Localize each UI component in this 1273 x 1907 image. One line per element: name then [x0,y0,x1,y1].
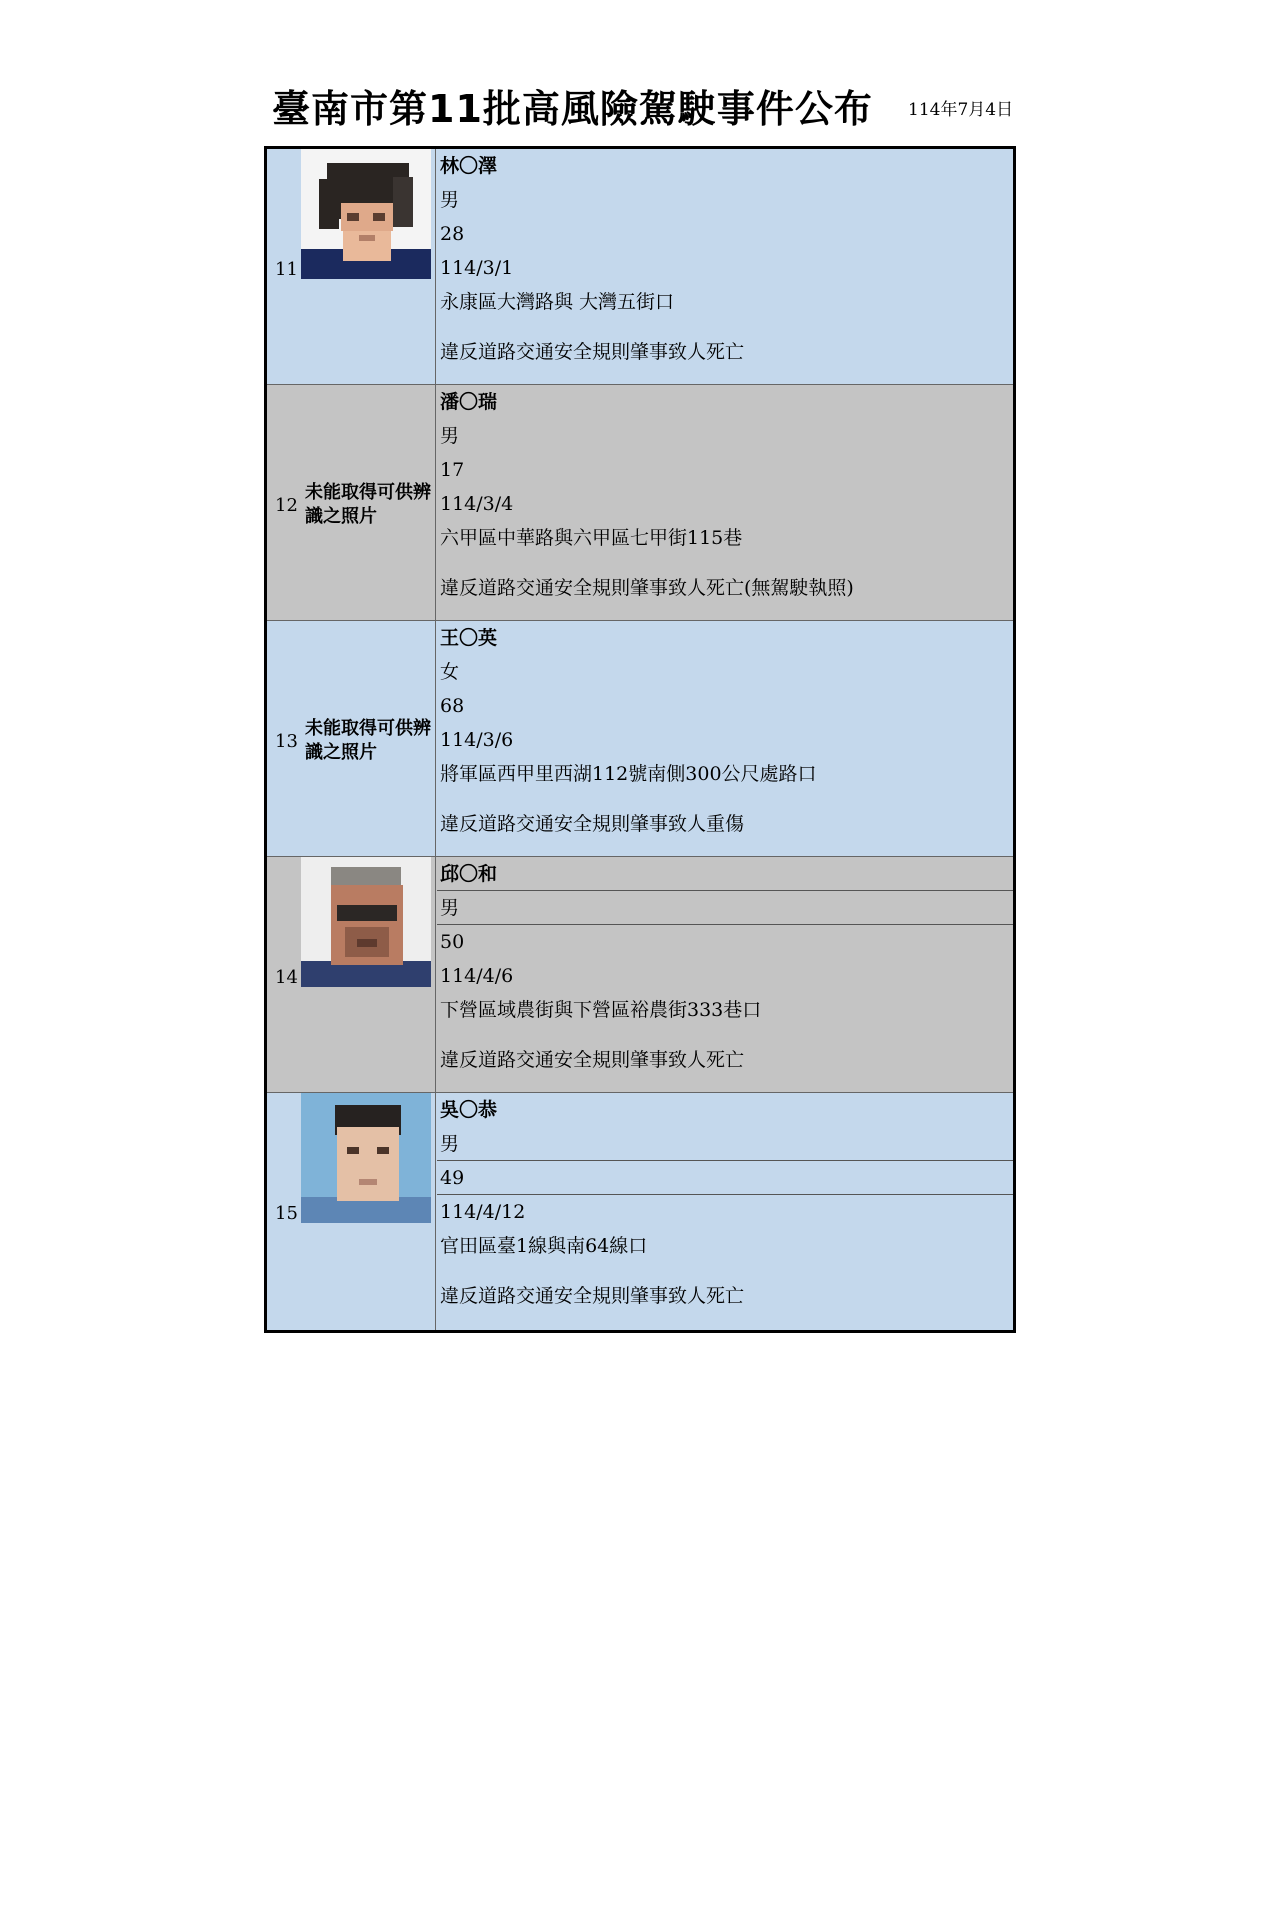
document-title: 臺南市第11批高風險駕駛事件公布 [272,87,873,131]
record-number: 12 [275,495,298,516]
incident-date: 114/4/6 [440,965,514,987]
person-name: 潘〇瑞 [440,391,498,413]
incident-location: 官田區臺1線與南64線口 [440,1235,648,1257]
publish-date: 114年7月4日 [908,100,1014,120]
record-row [267,149,1013,385]
person-photo [301,857,431,987]
record-row [267,1093,1013,1330]
person-gender: 男 [440,897,460,919]
offense: 違反道路交通安全規則肇事致人死亡 [440,1049,745,1071]
record-row [267,385,1013,621]
person-age: 17 [440,459,465,481]
incident-date: 114/3/1 [440,257,514,279]
person-name: 邱〇和 [440,863,498,885]
person-age: 28 [440,223,465,245]
incident-location: 將軍區西甲里西湖112號南側300公尺處路口 [440,763,817,785]
record-number: 14 [275,967,298,988]
photo-cell [267,857,436,1092]
photo-cell [267,385,436,620]
incident-date: 114/3/4 [440,493,514,515]
incident-date: 114/4/12 [440,1201,526,1223]
offense: 違反道路交通安全規則肇事致人死亡(無駕駛執照) [440,577,854,599]
person-photo [301,149,431,279]
photo-cell [267,149,436,384]
record-number: 13 [275,731,298,752]
offense: 違反道路交通安全規則肇事致人死亡 [440,1285,745,1307]
person-age: 68 [440,695,465,717]
record-number: 15 [275,1203,298,1224]
no-photo-notice: 未能取得可供辨識之照片 [305,482,431,527]
incident-location: 永康區大灣路與 大灣五街口 [440,291,675,313]
person-gender: 男 [440,425,460,447]
person-age: 49 [440,1167,465,1189]
records-table [264,146,1016,1333]
incident-date: 114/3/6 [440,729,514,751]
photo-cell [267,1093,436,1330]
incident-location: 下營區域農街與下營區裕農街333巷口 [440,999,762,1021]
record-row [267,857,1013,1093]
person-age: 50 [440,931,465,953]
person-name: 吳〇恭 [440,1099,498,1121]
record-row [267,621,1013,857]
offense: 違反道路交通安全規則肇事致人死亡 [440,341,745,363]
incident-location: 六甲區中華路與六甲區七甲街115巷 [440,527,743,549]
no-photo-notice: 未能取得可供辨識之照片 [305,718,431,763]
photo-cell [267,621,436,856]
person-photo [301,1093,431,1223]
person-name: 林〇澤 [440,155,498,177]
offense: 違反道路交通安全規則肇事致人重傷 [440,813,745,835]
person-gender: 女 [440,661,460,683]
record-number: 11 [275,259,298,280]
person-gender: 男 [440,189,460,211]
person-gender: 男 [440,1133,460,1155]
person-name: 王〇英 [440,627,498,649]
